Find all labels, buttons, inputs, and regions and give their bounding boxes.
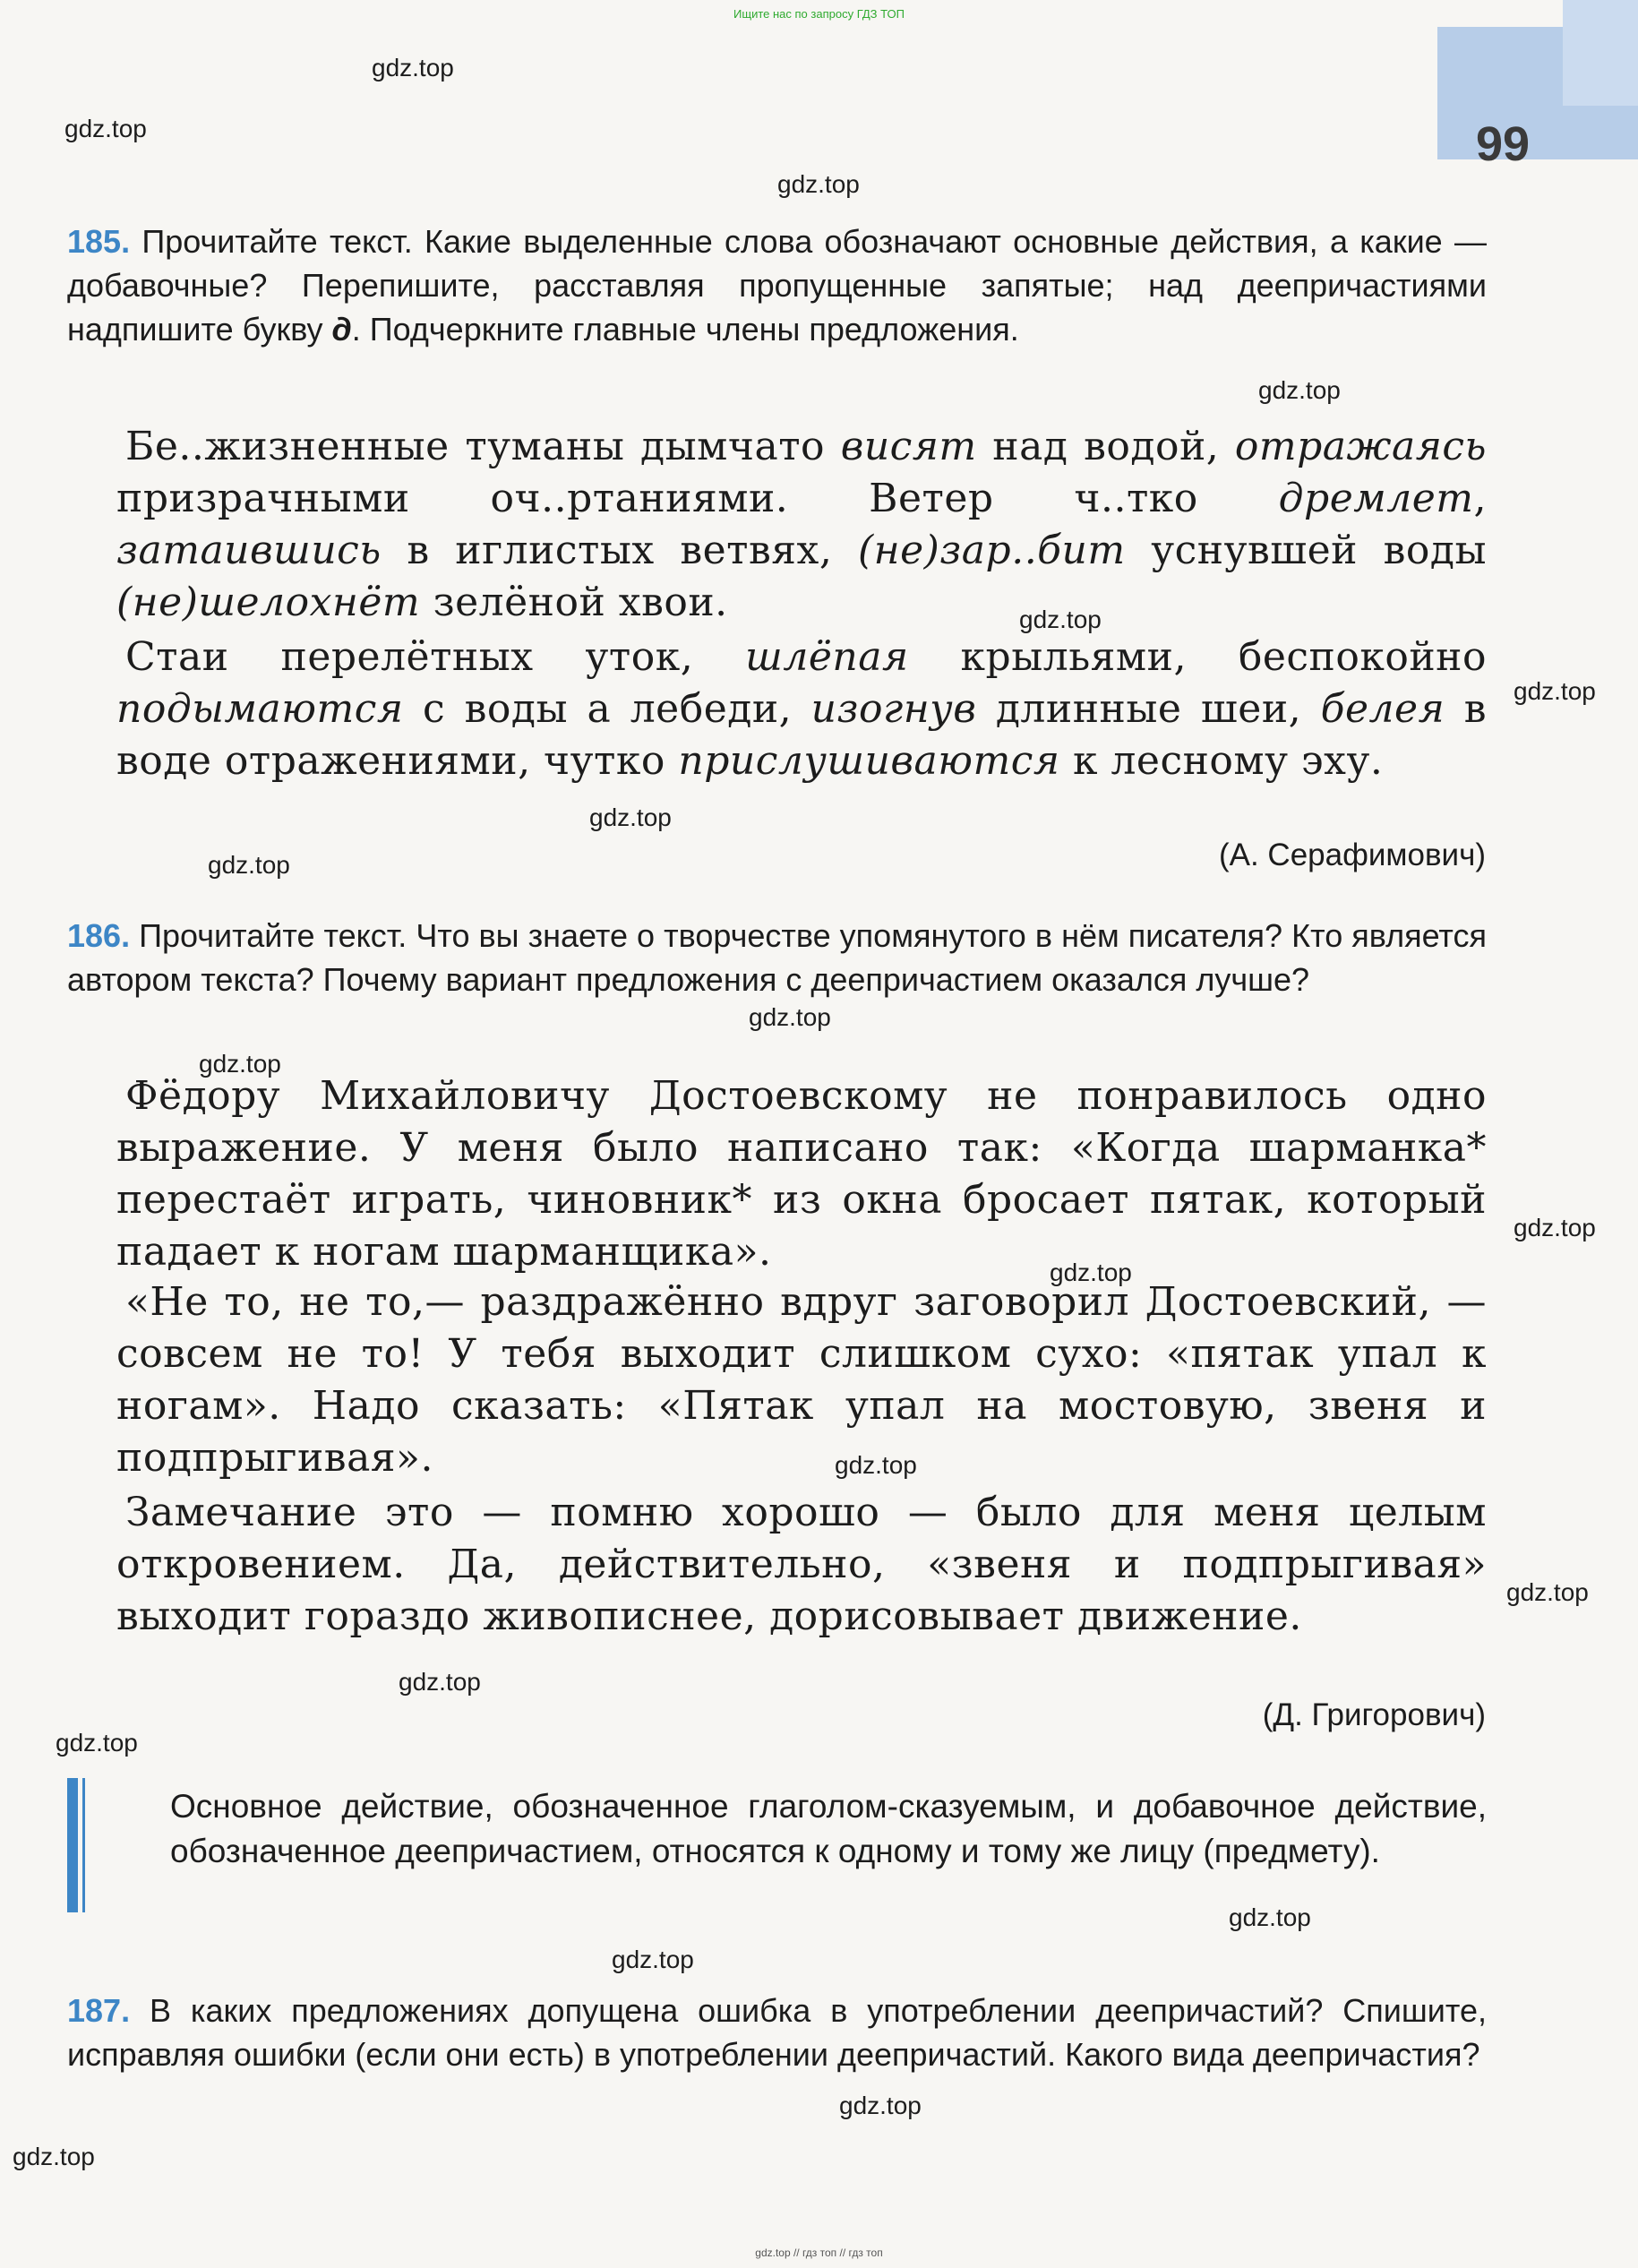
top-banner: Ищите нас по запросу ГДЗ ТОП xyxy=(733,7,905,21)
watermark: gdz.top xyxy=(589,803,672,831)
rule-marker-line xyxy=(82,1778,85,1912)
highlighted-word: шлёпая xyxy=(745,634,909,680)
watermark: gdz.top xyxy=(612,1946,694,1973)
bottom-banner: gdz.top // гдз топ // гдз топ xyxy=(755,2247,883,2259)
letter-d: д xyxy=(331,311,352,348)
watermark: gdz.top xyxy=(1514,1214,1596,1241)
watermark: gdz.top xyxy=(13,2143,95,2170)
watermark: gdz.top xyxy=(199,1050,281,1078)
page-number: 99 xyxy=(1476,117,1531,171)
task-187-instruction xyxy=(67,1989,1487,2076)
highlighted-word: изогнув xyxy=(810,686,977,732)
instruction-text: В каких предложениях допущена ошибка в употреблении деепричастий? Спишите, исправляя ошибки (если они есть) в употреблении деепричастий. Какого вида деепричастия? xyxy=(67,1992,1487,2073)
instruction-text: Прочитайте текст. Что вы знаете о творчестве упомянутого в нём писателя? Кто является автором текста? Почему вариант предложения с деепричастием оказался лучше? xyxy=(67,917,1487,998)
watermark: gdz.top xyxy=(839,2092,922,2119)
watermark: gdz.top xyxy=(777,170,860,198)
task-186-paragraph-3: Замечание это — помню хорошо — было для меня целым откровением. Да, действительно, «звеня и подпрыгивая» выходит гораздо живописнее, дорисовывает движение. xyxy=(116,1490,1487,1639)
task-186-instruction xyxy=(67,914,1487,1001)
highlighted-word: затаившись xyxy=(116,528,382,573)
watermark: gdz.top xyxy=(1506,1578,1589,1606)
watermark: gdz.top xyxy=(372,54,454,82)
task-186-paragraph-2: «Не то, не то,— раздражённо вдруг заговорил Достоевский, — совсем не то! У тебя выходит слишком сухо: «пятак упал к ногам». Надо сказать: «Пятак упал на мостовую, звеня и подпрыгивая». xyxy=(116,1279,1487,1481)
watermark: gdz.top xyxy=(399,1668,481,1696)
watermark: gdz.top xyxy=(1514,677,1596,705)
watermark: gdz.top xyxy=(835,1451,917,1479)
watermark: gdz.top xyxy=(1019,606,1102,633)
watermark: gdz.top xyxy=(749,1003,831,1031)
highlighted-word: дремлет xyxy=(1278,476,1474,521)
task-185-paragraph-2: Стаи перелётных уток, шлёпая крыльями, беспокойно подымаются с воды а лебеди, изогнув длинные шеи, белея в воде отражениями, чутко прислушиваются к лесному эху. xyxy=(116,634,1488,784)
highlighted-word: прислушиваются xyxy=(678,738,1060,784)
highlighted-word: висят xyxy=(840,424,977,469)
watermark: gdz.top xyxy=(1050,1259,1132,1286)
highlighted-word: (не)зар..бит xyxy=(857,528,1126,573)
rule-marker-bar xyxy=(67,1778,78,1912)
task-186-author: (Д. Григорович) xyxy=(1262,1697,1486,1732)
watermark: gdz.top xyxy=(1229,1903,1311,1931)
watermark: gdz.top xyxy=(208,851,290,879)
watermark: gdz.top xyxy=(64,115,147,142)
watermark: gdz.top xyxy=(56,1729,138,1757)
task-185-instruction xyxy=(67,219,1487,351)
highlighted-word: подымаются xyxy=(116,686,404,732)
task-number: 185. xyxy=(67,223,131,260)
watermark: gdz.top xyxy=(1258,376,1341,404)
highlighted-word: (не)шелохнёт xyxy=(116,580,421,625)
task-number: 186. xyxy=(67,917,131,954)
task-186-paragraph-1: Фёдору Михайловичу Достоевскому не понравилось одно выражение. У меня было написано так: «Когда шарманка* перестаёт играть, чиновник* из окна бросает пятак, который падает к ногам шарманщика». xyxy=(116,1073,1487,1275)
instruction-text: Прочитайте текст. Какие выделенные слова обозначают основные действия, а какие — добавочные? Перепишите, расставляя пропущенные запятые; над деепричастиями надпишите букву xyxy=(67,223,1487,348)
task-number: 187. xyxy=(67,1992,131,2029)
task-185-author: (А. Серафимович) xyxy=(1218,838,1486,872)
instruction-text: . Подчеркните главные члены предложения. xyxy=(351,311,1019,348)
task-185-paragraph-1: Бе..жизненные туманы дымчато висят над водой, отражаясь призрачными оч..ртаниями. Ветер ч..тко дремлет, затаившись в иглистых ветвях, (не)зар..бит уснувшей воды (не)шелохнёт зелёной хвои. xyxy=(116,424,1487,625)
rule-text: Основное действие, обозначенное глаголом-сказуемым, и добавочное действие, обозначенное деепричастием, относятся к одному и тому же лицу (предмету). xyxy=(170,1788,1487,1869)
highlighted-word: отражаясь xyxy=(1234,424,1487,469)
highlighted-word: белея xyxy=(1320,686,1445,732)
